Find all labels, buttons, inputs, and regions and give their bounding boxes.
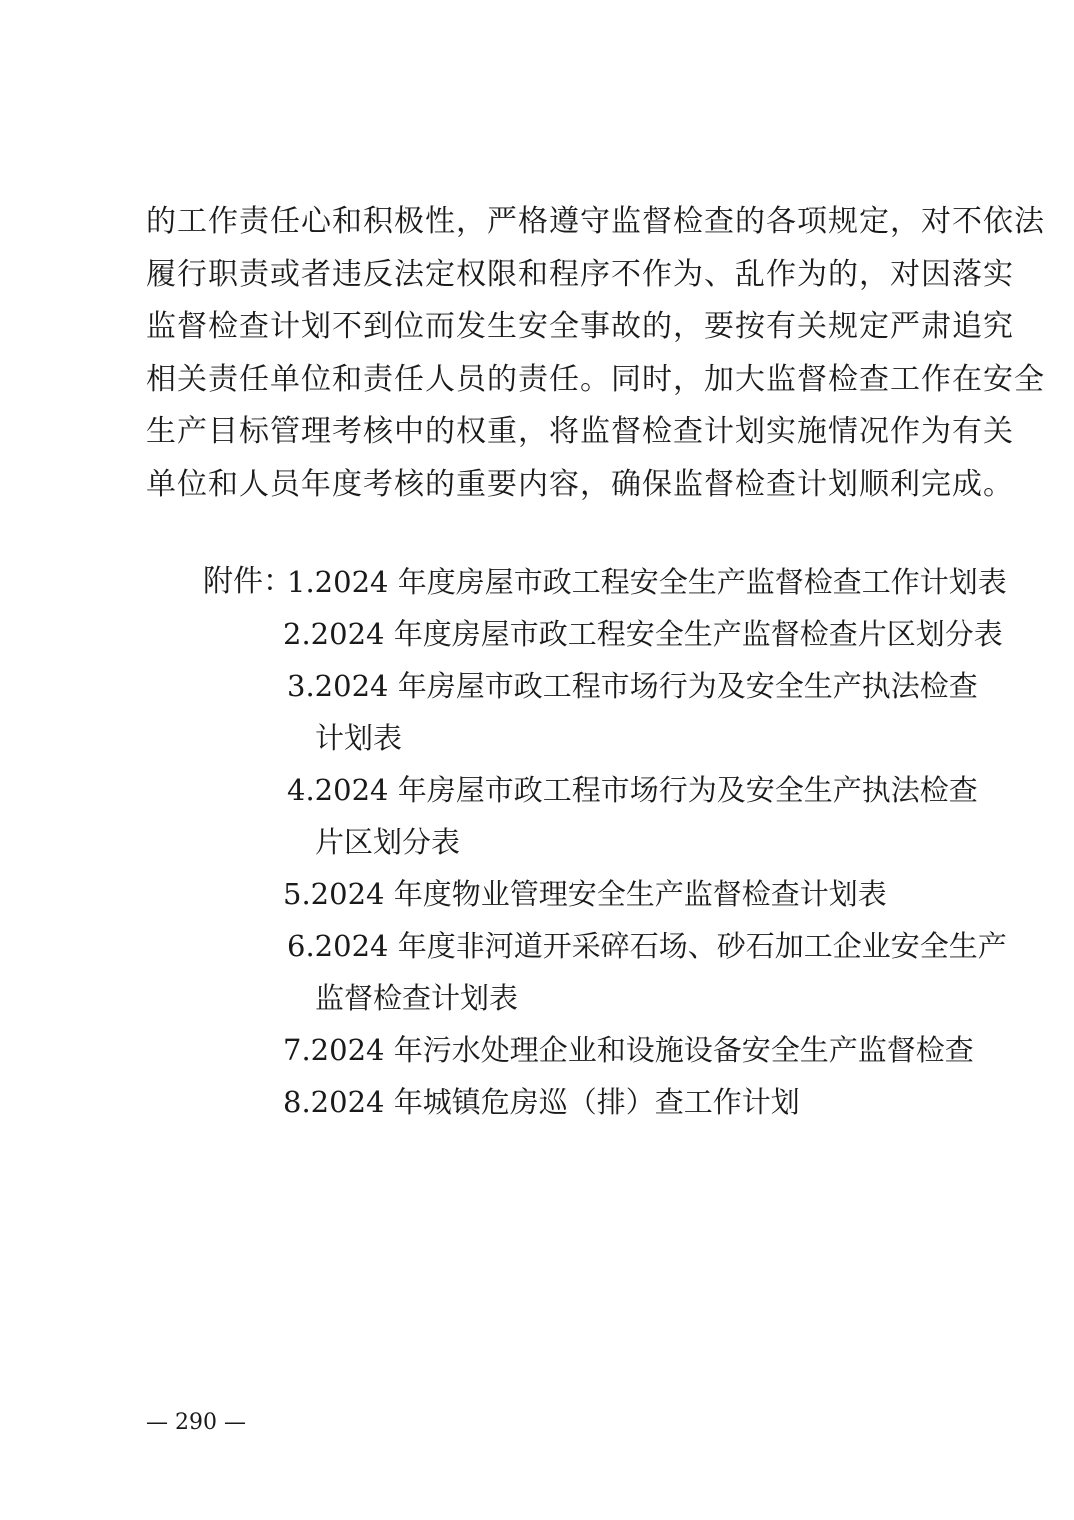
- body-line: 的工作责任心和积极性，严格遵守监督检查的各项规定，对不依法: [146, 204, 1045, 239]
- attachment-title: 5.2024 年度物业管理安全生产监督检查计划表: [283, 877, 887, 911]
- attachment-item-2: [283, 608, 1003, 660]
- body-paragraph: [146, 196, 1045, 511]
- attachment-item-1: [287, 556, 1007, 608]
- attachments-label: 附件：: [203, 564, 293, 599]
- body-line: 相关责任单位和责任人员的责任。同时，加大监督检查工作在安全: [146, 361, 1045, 397]
- attachment-item-7: [283, 1024, 974, 1076]
- attachment-item-3: [287, 660, 978, 764]
- attachment-title: 7.2024 年污水处理企业和设施设备安全生产监督检查: [283, 1033, 974, 1067]
- body-line: 监督检查计划不到位而发生安全事故的，要按有关规定严肃追究: [146, 309, 1014, 344]
- attachment-title-continued: 片区划分表: [315, 825, 461, 859]
- attachment-title-continued: 监督检查计划表: [315, 981, 519, 1015]
- body-line: 生产目标管理考核中的权重，将监督检查计划实施情况作为有关: [146, 414, 1014, 449]
- body-line: 履行职责或者违反法定权限和程序不作为、乱作为的，对因落实: [146, 256, 1014, 292]
- attachment-item-5: [283, 868, 887, 920]
- attachment-title: 8.2024 年城镇危房巡（排）查工作计划: [283, 1085, 800, 1119]
- attachment-item-4: [287, 764, 978, 868]
- page-number: — 290 —: [146, 1410, 246, 1435]
- attachment-item-6: [287, 920, 1007, 1024]
- attachment-title: 3.2024 年房屋市政工程市场行为及安全生产执法检查: [287, 669, 978, 703]
- attachment-title: 1.2024 年度房屋市政工程安全生产监督检查工作计划表: [287, 565, 1007, 599]
- attachment-title-continued: 计划表: [315, 721, 403, 755]
- attachment-title: 6.2024 年度非河道开采碎石场、砂石加工企业安全生产: [287, 929, 1007, 963]
- attachment-item-8: [283, 1076, 800, 1128]
- attachment-title: 2.2024 年度房屋市政工程安全生产监督检查片区划分表: [283, 617, 1003, 651]
- attachment-title: 4.2024 年房屋市政工程市场行为及安全生产执法检查: [287, 773, 978, 807]
- body-line: 单位和人员年度考核的重要内容，确保监督检查计划顺利完成。: [146, 466, 1014, 502]
